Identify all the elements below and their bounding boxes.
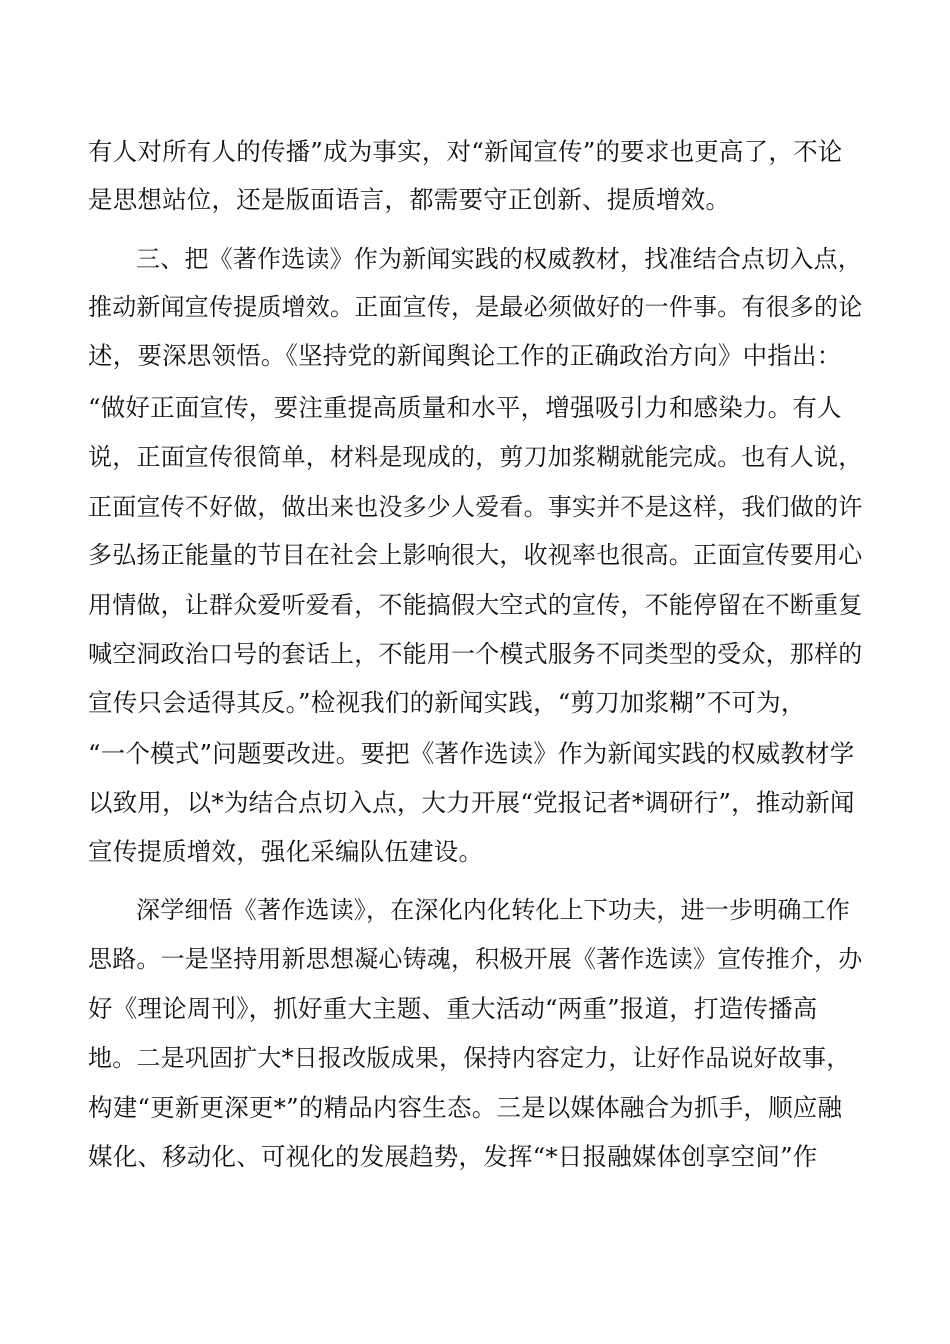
text-line: 是思想站位，还是版面语言，都需要守正创新、提质增效。 <box>88 185 731 214</box>
text-line: 宣传提质增效，强化采编队伍建设。 <box>88 837 484 866</box>
text-line: 多弘扬正能量的节目在社会上影响很大，收视率也很高。正面宣传要用心 <box>88 541 863 569</box>
text-line: 深学细悟《著作选读》，在深化内化转化上下功夫，进一步明确工作 <box>136 896 850 924</box>
text-line: 思路。一是坚持用新思想凝心铸魂，积极开展《著作选读》宣传推介，办 <box>88 945 863 973</box>
text-line: 述，要深思领悟。《坚持党的新闻舆论工作的正确政治方向》中指出： <box>88 341 842 370</box>
text-line: 推动新闻宣传提质增效。正面宣传，是最必须做好的一件事。有很多的论 <box>88 293 863 321</box>
text-line: 正面宣传不好做，做出来也没多少人爱看。事实并不是这样，我们做的许 <box>88 493 863 521</box>
text-line: 以致用，以*为结合点切入点，大力开展“党报记者*调研行”，推动新闻 <box>88 788 855 817</box>
text-line: “做好正面宣传，要注重提高质量和水平，增强吸引力和感染力。有人 <box>88 393 842 422</box>
text-line: “一个模式”问题要改进。要把《著作选读》作为新闻实践的权威教材学 <box>88 739 855 768</box>
text-line: 用情做，让群众爱听爱看，不能搞假大空式的宣传，不能停留在不断重复 <box>88 591 863 619</box>
text-line: 好《理论周刊》，抓好重大主题、重大活动“两重”报道，打造传播高 <box>88 994 818 1023</box>
text-line: 三、把《著作选读》作为新闻实践的权威教材，找准结合点切入点， <box>136 245 862 273</box>
text-line: 媒化、移动化、可视化的发展趋势，发挥“*日报融媒体创享空间”作 <box>88 1142 818 1171</box>
text-line: 构建“更新更深更*”的精品内容生态。三是以媒体融合为抓手，顺应融 <box>88 1093 843 1122</box>
text-line: 有人对所有人的传播”成为事实，对“新闻宣传”的要求也更高了，不论 <box>88 137 843 166</box>
text-line: 喊空洞政治口号的套话上，不能用一个模式服务不同类型的受众，那样的 <box>88 640 863 668</box>
text-line: 说，正面宣传很简单，材料是现成的，剪刀加浆糊就能完成。也有人说， <box>88 443 863 471</box>
text-line: 地。二是巩固扩大*日报改版成果，保持内容定力，让好作品说好故事， <box>88 1044 851 1072</box>
text-line: 宣传只会适得其反。”检视我们的新闻实践，“剪刀加浆糊”不可为， <box>88 688 806 717</box>
